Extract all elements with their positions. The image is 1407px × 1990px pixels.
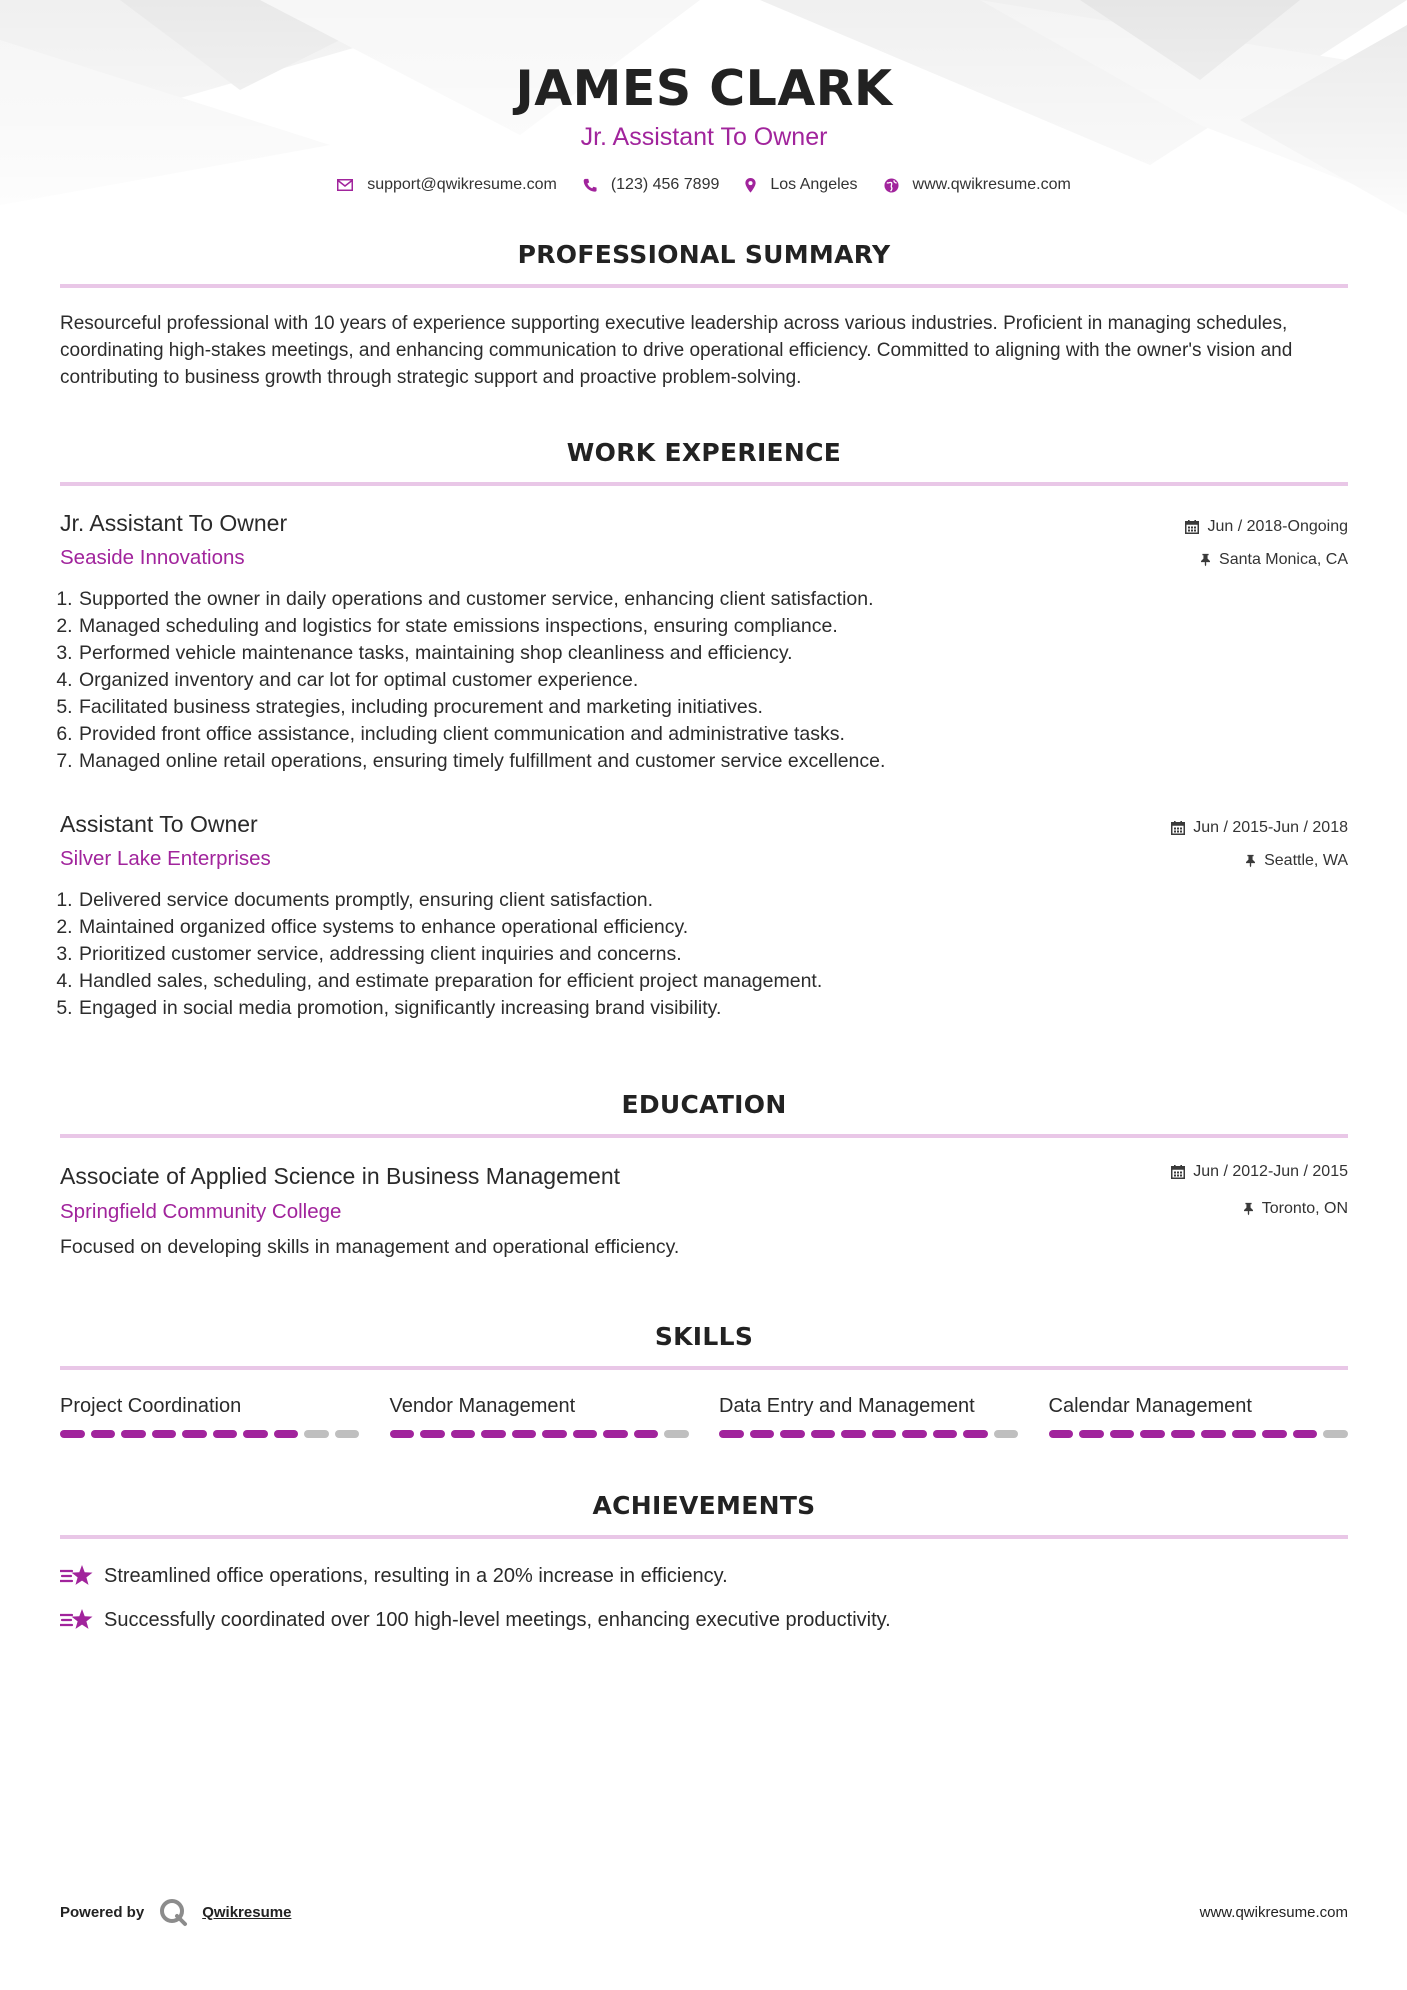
contact-website[interactable]: [884, 174, 1071, 196]
education-dates: [1171, 1162, 1348, 1182]
skill-segment-empty: [664, 1430, 689, 1438]
skill-item: [390, 1394, 690, 1438]
skill-name: Vendor Management: [389, 1395, 576, 1417]
candidate-name: JAMES CLARK: [515, 60, 893, 117]
skill-segment-filled: [603, 1430, 628, 1438]
qwikresume-logo: [158, 1897, 188, 1927]
education-meta: [1171, 1162, 1348, 1219]
location-text: Los Angeles: [770, 176, 858, 193]
skill-segment-empty: [994, 1430, 1019, 1438]
degree-title: Associate of Applied Science in Business Management: [60, 1163, 620, 1189]
location-text: Toronto, ON: [1261, 1200, 1348, 1217]
job-location: [1185, 550, 1348, 570]
list-item: 3. Performed vehicle maintenance tasks, maintaining shop cleanliness and efficiency.: [78, 640, 1348, 667]
thumbtack-icon: [1200, 553, 1211, 567]
resume-content: [0, 61, 1407, 1635]
skill-level-bar: [390, 1430, 690, 1438]
website-text: www.qwikresume.com: [912, 176, 1071, 193]
skill-segment-filled: [780, 1430, 805, 1438]
skill-name: Calendar Management: [1048, 1395, 1252, 1417]
globe-icon: [884, 178, 899, 193]
skill-segment-filled: [390, 1430, 415, 1438]
skill-level-bar: [719, 1430, 1019, 1438]
list-item: 5. Engaged in social media promotion, significantly increasing brand visibility.: [78, 995, 1348, 1022]
phone-icon: [583, 178, 597, 192]
job-entry: [60, 810, 1348, 1022]
achievement-item: [60, 1561, 1348, 1591]
skill-segment-filled: [1171, 1430, 1196, 1438]
skill-segment-filled: [1110, 1430, 1135, 1438]
date-text: Jun / 2015-Jun / 2018: [1193, 819, 1348, 836]
achievement-text: Streamlined office operations, resulting in a 20% increase in efficiency.: [104, 1565, 728, 1587]
skill-segment-filled: [60, 1430, 85, 1438]
skill-item: [719, 1394, 1019, 1438]
location-text: Seattle, WA: [1264, 852, 1348, 869]
job-title: Assistant To Owner: [60, 811, 258, 837]
contact-bar: [60, 174, 1348, 196]
list-item: 6. Provided front office assistance, including client communication and administrative tasks.: [78, 721, 1348, 748]
date-text: Jun / 2018-Ongoing: [1207, 518, 1348, 535]
skills-section-header: [60, 1321, 1348, 1370]
job-location: [1171, 851, 1348, 871]
skill-segment-filled: [841, 1430, 866, 1438]
star-icon: [60, 1607, 94, 1633]
skill-segment-filled: [634, 1430, 659, 1438]
skill-segment-filled: [573, 1430, 598, 1438]
skill-segment-filled: [1079, 1430, 1104, 1438]
job-meta: [1171, 810, 1348, 871]
job-dates: [1171, 818, 1348, 838]
job-responsibilities: [60, 586, 1348, 775]
skill-name: Data Entry and Management: [719, 1395, 975, 1417]
skill-segment-filled: [1232, 1430, 1257, 1438]
calendar-icon: [1185, 520, 1199, 534]
skill-segment-empty: [304, 1430, 329, 1438]
phone-text: (123) 456 7899: [610, 176, 720, 193]
skill-segment-filled: [512, 1430, 537, 1438]
list-item: 1. Delivered service documents promptly, ensuring client satisfaction.: [78, 887, 1348, 914]
skill-segment-empty: [335, 1430, 360, 1438]
skill-segment-filled: [213, 1430, 238, 1438]
skill-item: [60, 1394, 360, 1438]
achievement-text: Successfully coordinated over 100 high-level meetings, enhancing executive productivity.: [104, 1609, 891, 1631]
skill-segment-filled: [1293, 1430, 1318, 1438]
list-item: 3. Prioritized customer service, addressing client inquiries and concerns.: [78, 941, 1348, 968]
section-title: WORK EXPERIENCE: [566, 438, 842, 467]
summary-text: Resourceful professional with 10 years of experience supporting executive leadership across various industries. Proficient in managing schedules, coordinating high-stakes meetings, and enhancing communication to drive operational efficiency. Committed to aligning with the owner's vision and contributing to business growth through strategic support and proactive problem-solving.: [60, 313, 1293, 388]
date-text: Jun / 2012-Jun / 2015: [1193, 1163, 1348, 1180]
list-item: 1. Supported the owner in daily operations and customer service, enhancing client satisfaction.: [78, 586, 1348, 613]
school-name: Springfield Community College: [60, 1200, 342, 1223]
skill-segment-filled: [872, 1430, 897, 1438]
education-section-header: [60, 1089, 1348, 1138]
skill-segment-filled: [963, 1430, 988, 1438]
skill-segment-filled: [902, 1430, 927, 1438]
star-icon: [60, 1563, 94, 1589]
page-footer: [60, 1897, 1348, 1927]
skill-segment-filled: [1049, 1430, 1074, 1438]
location-text: Santa Monica, CA: [1219, 551, 1348, 568]
footer-branding: [60, 1897, 291, 1927]
job-responsibilities: [60, 887, 1348, 1022]
list-item: 4. Organized inventory and car lot for optimal customer experience.: [78, 667, 1348, 694]
thumbtack-icon: [1245, 854, 1256, 868]
skill-segment-filled: [91, 1430, 116, 1438]
company-name: Silver Lake Enterprises: [60, 847, 271, 870]
skill-segment-filled: [750, 1430, 775, 1438]
list-item: 7. Managed online retail operations, ensuring timely fulfillment and customer service excellence.: [78, 748, 1348, 775]
skill-segment-filled: [182, 1430, 207, 1438]
email-text: support@qwikresume.com: [367, 176, 557, 193]
company-name: Seaside Innovations: [60, 546, 245, 569]
skill-segment-filled: [719, 1430, 744, 1438]
envelope-icon: [337, 179, 353, 191]
skill-segment-filled: [420, 1430, 445, 1438]
skill-segment-filled: [481, 1430, 506, 1438]
skill-segment-filled: [243, 1430, 268, 1438]
footer-website-link[interactable]: www.qwikresume.com: [1199, 1903, 1348, 1921]
skill-segment-filled: [1201, 1430, 1226, 1438]
section-title: ACHIEVEMENTS: [592, 1491, 816, 1520]
skill-segment-filled: [274, 1430, 299, 1438]
skill-item: [1049, 1394, 1349, 1438]
list-item: 2. Managed scheduling and logistics for state emissions inspections, ensuring compliance.: [78, 613, 1348, 640]
skill-segment-filled: [542, 1430, 567, 1438]
section-title: EDUCATION: [621, 1090, 787, 1119]
education-location: [1171, 1199, 1348, 1219]
calendar-icon: [1171, 1165, 1185, 1179]
summary-section-header: [60, 239, 1348, 288]
experience-section-header: [60, 437, 1348, 486]
skill-segment-filled: [121, 1430, 146, 1438]
candidate-title: Jr. Assistant To Owner: [580, 123, 828, 151]
job-dates: [1185, 517, 1348, 537]
skill-segment-filled: [451, 1430, 476, 1438]
achievements-section-header: [60, 1490, 1348, 1539]
job-meta: [1185, 509, 1348, 570]
contact-phone[interactable]: [583, 174, 720, 196]
skill-level-bar: [60, 1430, 360, 1438]
job-title: Jr. Assistant To Owner: [60, 510, 288, 536]
job-entry: [60, 509, 1348, 775]
education-entry: [60, 1162, 1348, 1260]
section-title: PROFESSIONAL SUMMARY: [517, 240, 891, 269]
list-item: 4. Handled sales, scheduling, and estimate preparation for efficient project management.: [78, 968, 1348, 995]
education-description: Focused on developing skills in management and operational efficiency.: [60, 1236, 680, 1258]
skill-segment-filled: [933, 1430, 958, 1438]
achievements-list: [60, 1561, 1348, 1635]
skill-name: Project Coordination: [60, 1395, 242, 1417]
skill-segment-filled: [152, 1430, 177, 1438]
powered-by-label: Powered by: [60, 1903, 145, 1921]
section-title: SKILLS: [654, 1322, 754, 1351]
skill-segment-empty: [1323, 1430, 1348, 1438]
map-marker-icon: [745, 178, 756, 193]
skill-segment-filled: [1262, 1430, 1287, 1438]
list-item: 2. Maintained organized office systems to enhance operational efficiency.: [78, 914, 1348, 941]
achievement-item: [60, 1605, 1348, 1635]
skill-segment-filled: [811, 1430, 836, 1438]
contact-email[interactable]: [337, 174, 557, 196]
skill-segment-filled: [1140, 1430, 1165, 1438]
skill-level-bar: [1049, 1430, 1349, 1438]
thumbtack-icon: [1243, 1202, 1254, 1216]
contact-location: [745, 174, 857, 196]
calendar-icon: [1171, 821, 1185, 835]
brand-link[interactable]: Qwikresume: [202, 1903, 292, 1921]
list-item: 5. Facilitated business strategies, including procurement and marketing initiatives.: [78, 694, 1348, 721]
skills-grid: [60, 1394, 1348, 1438]
